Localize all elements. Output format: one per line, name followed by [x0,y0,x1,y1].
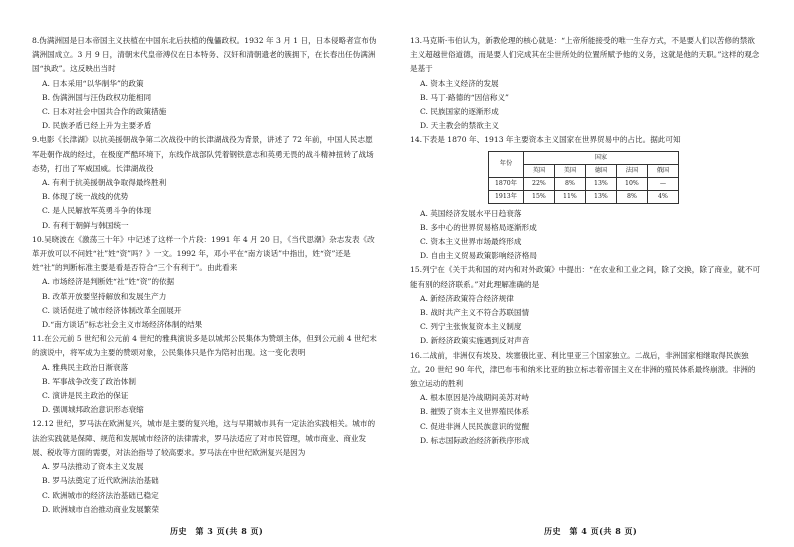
year-cell: 1913年 [489,190,524,203]
table-row [489,177,679,190]
option-d: D. 自由主义贸易政策影响经济格局 [420,251,537,261]
question-10 [32,233,378,332]
option-a: A. 资本主义经济的发展 [420,78,499,88]
option-b: B. 摧毁了资本主义世界殖民体系 [420,407,530,417]
option-a: A. 市场经济是判断姓“社”姓“资”的依据 [42,277,175,287]
option-a: A. 罗马法推动了资本主义发展 [42,462,144,472]
country-cell: 美国 [554,164,585,177]
option-d: D. 标志国际政治经济新秩序形成 [420,435,530,445]
option-b: B. 罗马法奠定了近代欧洲法治基础 [42,476,159,486]
country-cell: 德国 [585,164,616,177]
option-b: B. 体现了统一战线的优势 [42,192,129,202]
option-c: C. 谈话促进了城市经济体制改革全面展开 [42,305,182,315]
value-cell: 13% [585,177,616,190]
option-a: A. 根本原因是冷战期间美苏对峙 [420,393,530,403]
option-c: C. 促进非洲人民民族意识的觉醒 [420,421,530,431]
option-b: B. 马丁·路德的“因信称义” [420,92,509,102]
question-stem: 8.伪满洲国是日本帝国主义扶植在中国东北后扶植的傀儡政权。1932 年 3 月 1 日，日本侵略者宣布伪满洲国成立。3 月 9 日，清朝末代皇帝溥仪在日本特务、汉奸和清朝遗老的簇拥下，在长春出任伪满洲国“执政”。这反映出当时 [32,36,377,74]
question-12 [32,417,378,516]
option-a: A. 有利于抗美援朝战争取得最终胜利 [42,178,167,188]
option-d: D.“南方谈话”标志社会主义市场经济体制的结果 [42,320,203,330]
left-column [32,34,378,517]
option-d: D. 新经济政策实施遇到反对声音 [420,336,530,346]
country-header-cell: 国家 [523,151,678,164]
year-header-cell: 年份 [489,151,524,177]
option-b: B. 多中心的世界贸易格局逐渐形成 [420,222,537,232]
right-column [410,34,762,448]
question-14 [410,133,762,263]
question-stem: 13.马克斯·韦伯认为，新教伦理的核心就是：“上帝所能接受的唯一生存方式，不是要人们以苦修的禁欲主义超越世俗道德，而是要人们完成其在尘世所处的位置所赋予他的义务，这就是他的天职。”这样的观念是基于 [410,36,760,74]
option-b: B. 改革开放要坚持解放和发展生产力 [42,291,167,301]
question-8 [32,34,378,133]
value-cell: 22% [523,177,554,190]
year-cell: 1870年 [489,177,524,190]
option-c: C. 民族国家的逐渐形成 [420,107,499,117]
value-cell: 10% [616,177,647,190]
option-d: D. 强调城邦政治意识形态衰缩 [42,405,144,415]
page-footer-right: 历史 第 4 页(共 8 页) [544,526,638,536]
country-cell: 法国 [616,164,647,177]
question-16 [410,349,762,448]
value-cell: 15% [523,190,554,203]
option-c: C. 资本主义世界市场最终形成 [420,237,522,247]
question-15 [410,263,762,348]
question-stem: 11.在公元前 5 世纪和公元前 4 世纪的雅典演说多是以城邦公民集体为赞颂主体，但到公元前 4 世纪末的演说中，将军成为主要的赞颂对象，公民集体只是作为陪衬出现。这一变化表明 [32,334,377,358]
option-c: C. 欧洲城市的经济法治基础已稳定 [42,490,159,500]
option-d: D. 欧洲城市自治推动商业发展繁荣 [42,504,159,514]
option-d: D. 民族矛盾已经上升为主要矛盾 [42,121,152,131]
option-c: C. 演讲是民主政治的保证 [42,391,129,401]
option-d: D. 天主教会的禁欲主义 [420,121,499,131]
option-b: B. 战时共产主义不符合苏联国情 [420,308,530,318]
value-cell: 11% [554,190,585,203]
option-a: A. 雅典民主政治日渐衰落 [42,362,129,372]
option-b: B. 军事战争改变了政治体制 [42,376,136,386]
question-stem: 12.12 世纪，罗马法在欧洲复兴，城市是主要的复兴地，这与早期城市具有一定法治实践相关。城市的法治实践就是保障、规范和发展城市经济的法律需求，罗马法适应了对市民管理，城市商业、商业发展、税收等方面的需要，对法治指导了较高要求。罗马法在中世纪欧洲复兴是因为 [32,419,376,457]
table-row [489,190,679,203]
value-cell: 8% [616,190,647,203]
option-a: A. 日本采用“以华制华”的政策 [42,78,144,88]
option-c: C. 是人民解放军英勇斗争的体现 [42,206,152,216]
value-cell: 4% [647,190,678,203]
value-cell: 8% [554,177,585,190]
question-9 [32,133,378,232]
question-stem: 16.二战前，非洲仅有埃及、埃塞俄比亚、利比里亚三个国家独立。二战后，非洲国家相继取得民族独立。20 世纪 90 年代，津巴布韦和纳米比亚的独立标志着帝国主义在非洲的殖民体系最终崩溃。非洲的独立运动的胜利 [410,350,756,389]
trade-share-table [488,151,679,204]
question-11 [32,332,378,417]
question-stem: 9.电影《长津湖》以抗美援朝战争第二次战役中的长津湖战役为背景，讲述了 72 年前，中国人民志愿军赴朝作战的经过，在极度严酷环境下，东线作战部队凭着钢铁意志和英勇无畏的战斗精神扭转了战场态势，打出了军威国威。长津湖战役 [32,135,374,173]
question-13 [410,34,762,133]
option-a: A. 英国经济发展水平日趋衰落 [420,208,522,218]
value-cell: 13% [585,190,616,203]
option-b: B. 伪满洲国与汪伪政权功能相同 [42,92,152,102]
option-a: A. 新经济政策符合经济规律 [420,293,514,303]
value-cell: — [647,177,678,190]
country-cell: 俄国 [647,164,678,177]
option-c: C. 列宁主张恢复资本主义制度 [420,322,522,332]
page-footer-left: 历史 第 3 页(共 8 页) [170,526,264,536]
question-stem: 14.下表是 1870 年、1913 年主要资本主义国家在世界贸易中的占比。据此可知 [410,135,681,145]
question-stem: 10.吴晓波在《激荡三十年》中记述了这样一个片段：1991 年 4 月 20 日，《当代思潮》杂志发表《改革开放可以不问姓“社”姓“资”吗？》一文。1992 年，邓小平在“南方谈话”中指出，姓“资”还是姓“社”的判断标准主要是看是否符合“三个有利于”。由此看来 [32,234,375,273]
option-d: D. 有利于朝鲜与韩国统一 [42,220,129,230]
question-stem: 15.列宁在《关于共和国的对内和对外政策》中提出：“在农业和工业之间，除了交换，除了商业，就不可能有别的经济联系。”对此理解准确的是 [410,265,761,289]
country-cell: 英国 [523,164,554,177]
option-c: C. 日本对社会中国共合作的政策措施 [42,107,167,117]
